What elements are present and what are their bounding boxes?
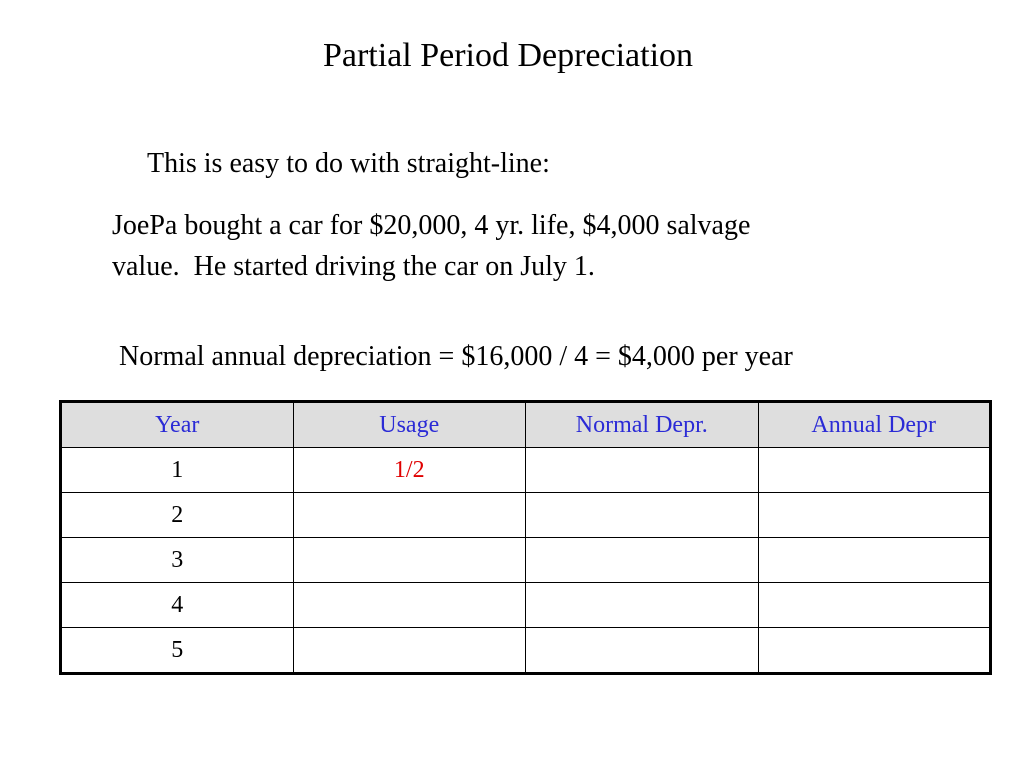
problem-line-1: JoePa bought a car for $20,000, 4 yr. life, $4,000 salvage bbox=[112, 210, 751, 241]
problem-statement bbox=[112, 205, 932, 287]
cell-annual-depr bbox=[758, 493, 991, 538]
table-row bbox=[61, 448, 991, 493]
slide-title: Partial Period Depreciation bbox=[322, 37, 694, 74]
cell-year: 5 bbox=[61, 628, 294, 674]
cell-normal-depr bbox=[526, 448, 759, 493]
cell-year: 2 bbox=[61, 493, 294, 538]
cell-year: 4 bbox=[61, 583, 294, 628]
problem-line-2: value. He started driving the car on July 1. bbox=[112, 251, 595, 282]
cell-usage bbox=[293, 538, 526, 583]
header-annual-depr: Annual Depr bbox=[758, 402, 991, 448]
cell-normal-depr bbox=[526, 583, 759, 628]
intro-text: This is easy to do with straight-line: bbox=[147, 148, 550, 179]
cell-annual-depr bbox=[758, 583, 991, 628]
cell-usage bbox=[293, 583, 526, 628]
table-row bbox=[61, 583, 991, 628]
table-row bbox=[61, 493, 991, 538]
cell-annual-depr bbox=[758, 448, 991, 493]
header-year: Year bbox=[61, 402, 294, 448]
cell-year: 1 bbox=[61, 448, 294, 493]
cell-usage bbox=[293, 628, 526, 674]
cell-normal-depr bbox=[526, 493, 759, 538]
cell-annual-depr bbox=[758, 628, 991, 674]
cell-normal-depr bbox=[526, 628, 759, 674]
header-usage: Usage bbox=[293, 402, 526, 448]
cell-annual-depr bbox=[758, 538, 991, 583]
depreciation-formula: Normal annual depreciation = $16,000 / 4 = $4,000 per year bbox=[119, 341, 793, 372]
depreciation-table bbox=[59, 400, 992, 675]
cell-usage: 1/2 bbox=[293, 448, 526, 493]
table-header-row bbox=[61, 402, 991, 448]
cell-normal-depr bbox=[526, 538, 759, 583]
table-row bbox=[61, 538, 991, 583]
table-row bbox=[61, 628, 991, 674]
header-normal-depr: Normal Depr. bbox=[526, 402, 759, 448]
cell-year: 3 bbox=[61, 538, 294, 583]
cell-usage bbox=[293, 493, 526, 538]
